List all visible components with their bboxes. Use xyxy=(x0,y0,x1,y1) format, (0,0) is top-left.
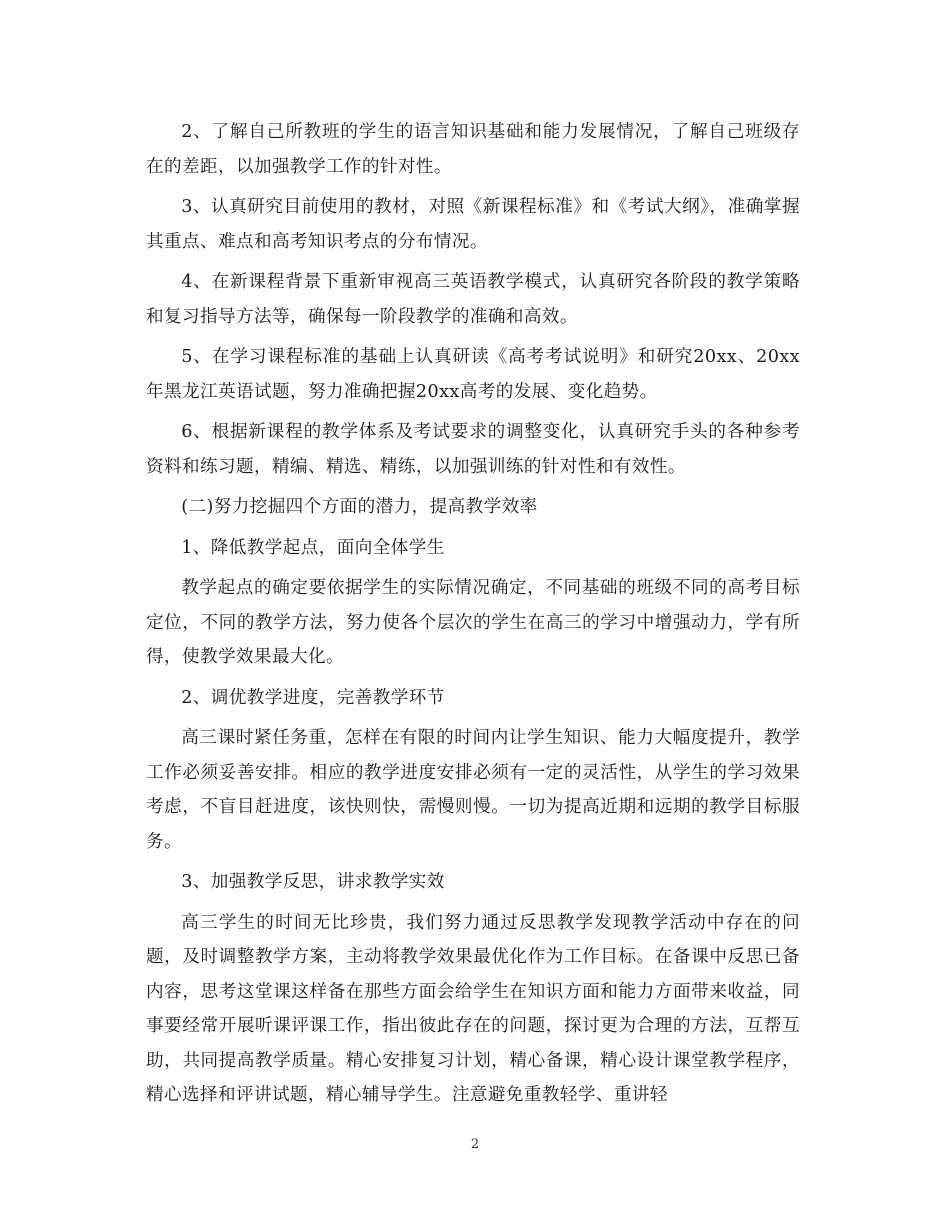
paragraph-starting-point: 教学起点的确定要依据学生的实际情况确定，不同基础的班级不同的高考目标定位，不同的教学方法，努力使各个层次的学生在高三的学习中增强动力，学有所得，使教学效果最大化。 xyxy=(146,578,800,667)
section-heading: (二)努力挖掘四个方面的潜力，提高教学效率 xyxy=(181,497,538,517)
subheading-teaching-progress: 2、调优教学进度，完善教学环节 xyxy=(181,687,445,708)
paragraph-item-5: 5、在学习课程标准的基础上认真研读《高考考试说明》和研究20xx、20xx年黑龙江英语试题，努力准确把握20xx高考的发展、变化趋势。 xyxy=(146,347,800,402)
paragraph-item-2: 2、了解自己所教班的学生的语言知识基础和能力发展情况，了解自己班级存在的差距，以加强教学工作的针对性。 xyxy=(146,122,800,177)
subheading-teaching-reflection: 3、加强教学反思，讲求教学实效 xyxy=(181,872,445,892)
paragraph-teaching-progress: 高三课时紧任务重，怎样在有限的时间内让学生知识、能力大幅度提升，教学工作必须妥善安排。相应的教学进度安排必须有一定的灵活性，从学生的学习效果考虑，不盲目赶进度，该快则快，需慢则慢。一切为提高近期和远期的教学目标服务。 xyxy=(146,728,800,852)
paragraph-teaching-reflection: 高三学生的时间无比珍贵，我们努力通过反思教学发现教学活动中存在的问题，及时调整教学方案，主动将教学效果最优化作为工作目标。在备课中反思已备内容，思考这堂课这样备在那些方面会给学生在知识方面和能力方面带来收益，同事要经常开展听课评课工作，指出彼此存在的问题，探讨更为合理的方法，互帮互助，共同提高教学质量。精心安排复习计划，精心备课，精心设计课堂教学程序，精心选择和评讲试题，精心辅导学生。注意避免重教轻学、重讲轻 xyxy=(146,912,800,1105)
paragraph-item-3: 3、认真研究目前使用的教材，对照《新课程标准》和《考试大纲》，准确掌握其重点、难点和高考知识考点的分布情况。 xyxy=(146,197,800,252)
document-body xyxy=(146,115,800,1119)
paragraph-item-6: 6、根据新课程的教学体系及考试要求的调整变化，认真研究手头的各种参考资料和练习题，精编、精选、精练，以加强训练的针对性和有效性。 xyxy=(146,422,800,477)
subheading-lower-starting-point: 1、降低教学起点，面向全体学生 xyxy=(181,537,445,558)
paragraph-item-4: 4、在新课程背景下重新审视高三英语教学模式，认真研究各阶段的教学策略和复习指导方法等，确保每一阶段教学的准确和高效。 xyxy=(146,272,800,327)
page-number: 2 xyxy=(470,1137,480,1152)
